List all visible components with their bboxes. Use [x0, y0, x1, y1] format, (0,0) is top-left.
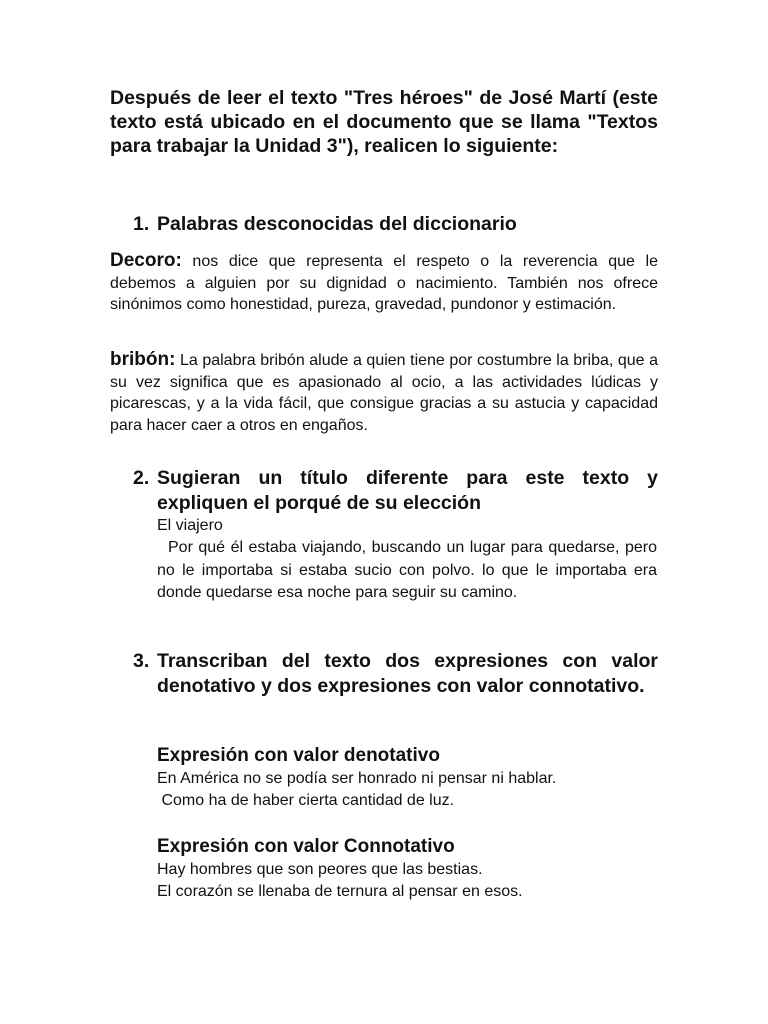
section-2-answer-text: Por qué él estaba viajando, buscando un lugar para quedarse, pero no le importaba si estaba sucio con polvo. lo que le importaba era donde quedarse esa noche para seguir su camino. [157, 539, 657, 601]
section-2-number: 2. [133, 467, 150, 489]
denotative-expression-1: En América no se podía ser honrado ni pensar ni hablar. [157, 770, 557, 787]
section-3-title: Transcriban del texto dos expresiones con valor denotativo y dos expresiones con valor connotativo. [157, 650, 658, 697]
section-3-number: 3. [133, 650, 150, 672]
connotative-heading: Expresión con valor Connotativo [157, 836, 455, 857]
definition-bribon-text: La palabra bribón alude a quien tiene por costumbre la briba, que a su vez significa que es apasionado al ocio, a las actividades lúdicas y picarescas, y a la vida fácil, que consigue gracias a su astucia y capacidad para hacer caer a otros en engaños. [110, 352, 658, 434]
term-bribon: bribón: [110, 349, 176, 370]
connotative-expression-2: El corazón se llenaba de ternura al pensar en esos. [157, 883, 523, 900]
section-2-heading [133, 466, 658, 516]
denotative-expression-2: Como ha de haber cierta cantidad de luz. [157, 792, 455, 809]
section-2-title: Sugieran un título diferente para este texto y expliquen el porqué de su elección [157, 467, 658, 514]
section-1-number: 1. [133, 213, 150, 235]
term-decoro: Decoro: [110, 250, 182, 271]
section-1-title: Palabras desconocidas del diccionario [157, 213, 517, 235]
definition-decoro [110, 250, 658, 316]
intro-paragraph: Después de leer el texto "Tres héroes" de José Martí (este texto está ubicado en el documento que se llama "Textos para trabajar la Unidad 3"), realicen lo siguiente: [110, 87, 658, 157]
denotative-heading: Expresión con valor denotativo [157, 745, 440, 766]
section-3-heading [133, 649, 658, 699]
definition-bribon [110, 349, 658, 436]
connotative-expression-1: Hay hombres que son peores que las bestias. [157, 861, 483, 878]
section-2-answer-title: El viajero [157, 517, 223, 534]
definition-decoro-text: nos dice que representa el respeto o la reverencia que le debemos a alguien por su dignidad o nacimiento. También nos ofrece sinónimos como honestidad, pureza, gravedad, pundonor y estimación. [110, 253, 658, 313]
